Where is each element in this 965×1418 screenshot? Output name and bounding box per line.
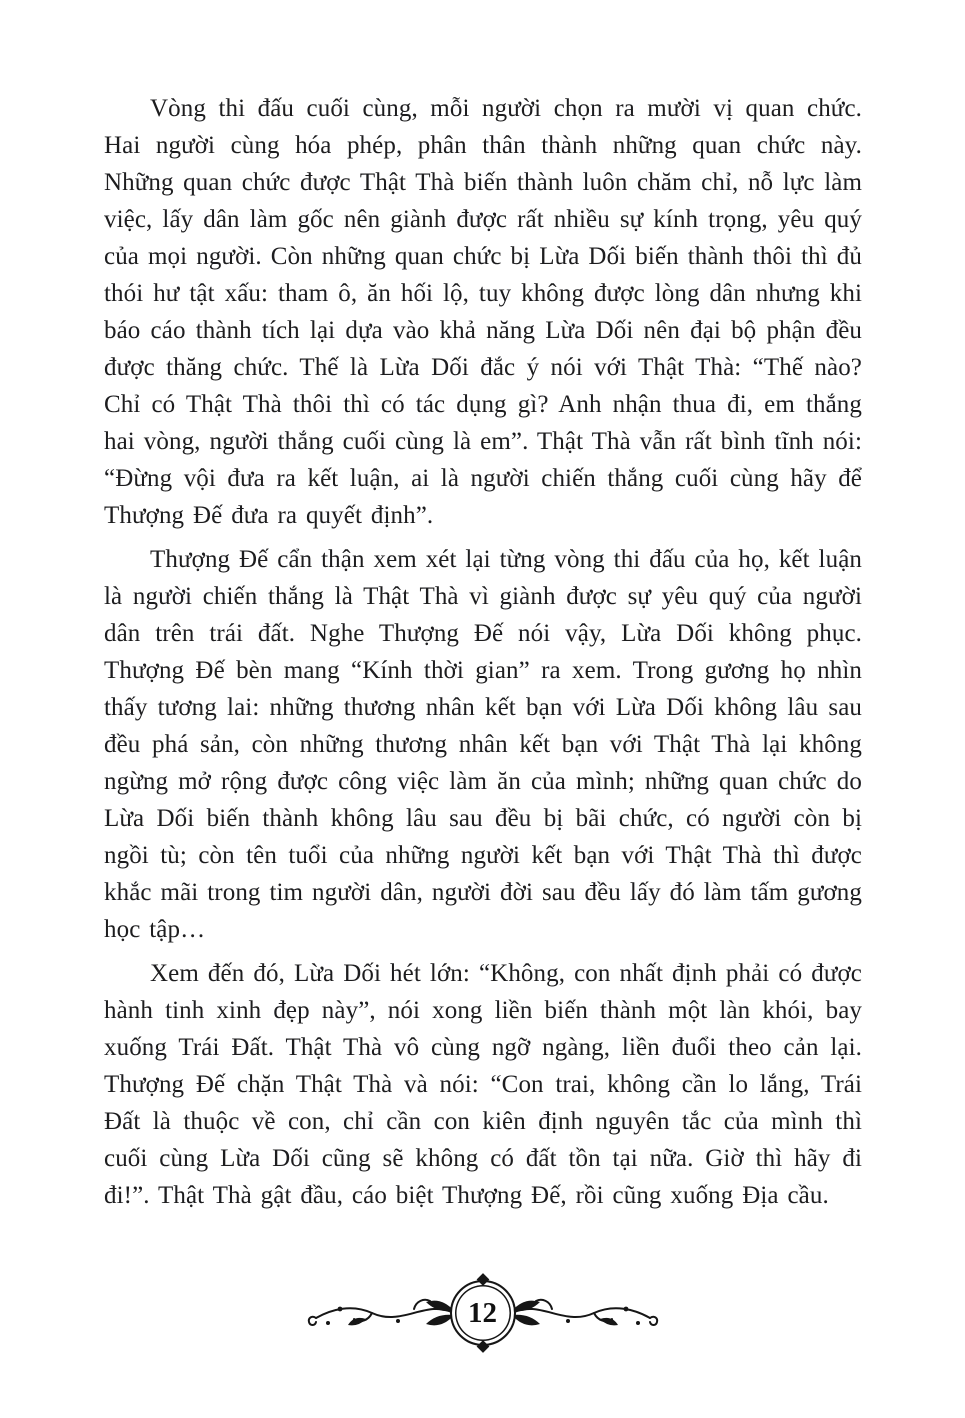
body-text: [104, 90, 862, 1221]
flourish-right-icon: [510, 1285, 660, 1341]
page-number-badge: [450, 1280, 516, 1346]
paragraph: Vòng thi đấu cuối cùng, mỗi người chọn ra mười vị quan chức. Hai người cùng hóa phép, phân thân thành những quan chức này. Những quan chức được Thật Thà biến thành luôn chăm chỉ, nỗ lực làm việc, lấy dân làm gốc nên giành được rất nhiều sự kính trọng, yêu quý của mọi người. Còn những quan chức bị Lừa Dối biến thành thôi thì đủ thói hư tật xấu: tham ô, ăn hối lộ, tuy không được lòng dân nhưng khi báo cáo thành tích lại dựa vào khả năng Lừa Dối nên đại bộ phận đều được thăng chức. Thế là Lừa Dối đắc ý nói với Thật Thà: “Thế nào? Chỉ có Thật Thà thôi thì có tác dụng gì? Anh nhận thua đi, em thắng hai vòng, người thắng cuối cùng là em”. Thật Thà vẫn rất bình tĩnh nói: “Đừng vội đưa ra kết luận, ai là người chiến thắng cuối cùng hãy để Thượng Đế đưa ra quyết định”.: [104, 95, 862, 529]
page-number-ornament: [0, 1280, 965, 1346]
paragraph: Thượng Đế cẩn thận xem xét lại từng vòng thi đấu của họ, kết luận là người chiến thắng là Thật Thà vì giành được sự yêu quý của người dân trên trái đất. Nghe Thượng Đế nói vậy, Lừa Dối không phục. Thượng Đế bèn mang “Kính thời gian” ra xem. Trong gương họ nhìn thấy tương lai: những thương nhân kết bạn với Lừa Dối không lâu sau đều phá sản, còn những thương nhân kết bạn với Thật Thà lại không ngừng mở rộng được công việc làm ăn của mình; những quan chức do Lừa Dối biến thành không lâu sau đều bị bãi chức, có người còn bị ngồi tù; còn tên tuổi của những người kết bạn với Thật Thà thì được khắc mãi trong tim người dân, người đời sau đều lấy đó làm tấm gương học tập…: [104, 546, 862, 943]
flourish-left-icon: [306, 1285, 456, 1341]
paragraph: Xem đến đó, Lừa Dối hét lớn: “Không, con nhất định phải có được hành tinh xinh đẹp này”, nói xong liền biến thành một làn khói, bay xuống Trái Đất. Thật Thà vô cùng ngỡ ngàng, liền đuổi theo cản lại. Thượng Đế chặn Thật Thà và nói: “Con trai, không cần lo lắng, Trái Đất là thuộc về con, chỉ cần con kiên định nguyên tắc của mình thì cuối cùng Lừa Dối cũng sẽ không có đất tồn tại nữa. Giờ thì hãy đi đi!”. Thật Thà gật đầu, cáo biệt Thượng Đế, rồi cũng xuống Địa cầu.: [104, 960, 862, 1209]
page-number: 12: [468, 1296, 497, 1329]
